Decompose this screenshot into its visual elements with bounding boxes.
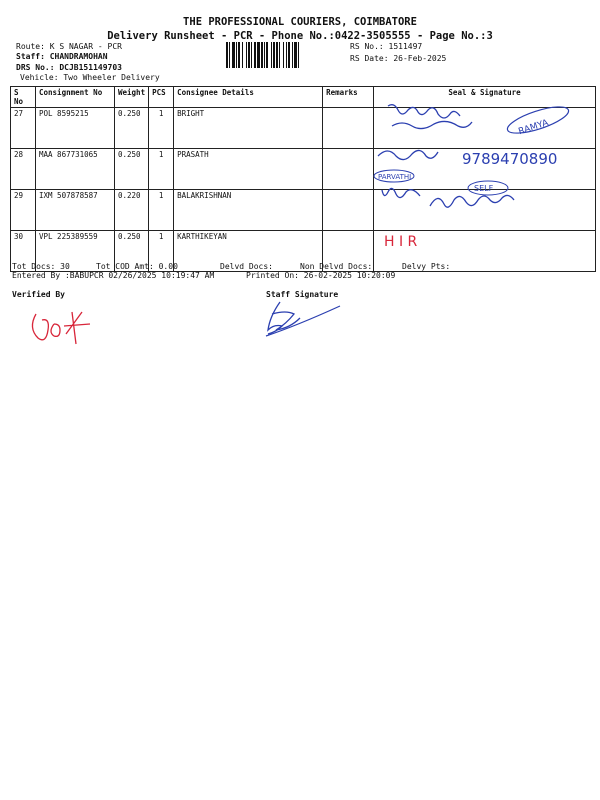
- col-pcs: PCS: [149, 87, 174, 108]
- cell-weight: 0.250: [115, 149, 149, 190]
- cell-pcs: 1: [149, 149, 174, 190]
- delivery-points: Delvy Pts:: [402, 262, 451, 271]
- cell-weight: 0.250: [115, 108, 149, 149]
- cell-sno: 27: [11, 108, 36, 149]
- delivered-docs: Delvd Docs:: [220, 262, 273, 271]
- verified-signature: [26, 304, 106, 349]
- rs-date: RS Date: 26-Feb-2025: [350, 54, 447, 63]
- cell-sno: 29: [11, 190, 36, 231]
- col-remarks: Remarks: [323, 87, 374, 108]
- company-title: THE PROFESSIONAL COURIERS, COIMBATORE: [183, 16, 417, 28]
- col-sno: S No: [11, 87, 36, 108]
- cell-weight: 0.250: [115, 231, 149, 272]
- cell-sno: 30: [11, 231, 36, 272]
- cell-remarks: [323, 108, 374, 149]
- cell-sno: 28: [11, 149, 36, 190]
- total-cod-amount: Tot COD Amt: 0.00: [96, 262, 178, 271]
- total-docs: Tot Docs: 30: [12, 262, 70, 271]
- cell-pcs: 1: [149, 231, 174, 272]
- barcode-bar: [299, 42, 301, 68]
- runsheet-subtitle: Delivery Runsheet - PCR - Phone No.:0422-3505555 - Page No.:3: [107, 30, 493, 42]
- staff-signature-label: Staff Signature: [266, 290, 339, 299]
- signature-scribble-27a: [388, 105, 460, 118]
- cell-consignee: BALAKRISHNAN: [174, 190, 323, 231]
- cell-consignment: VPL 225389559: [36, 231, 115, 272]
- cell-weight: 0.220: [115, 190, 149, 231]
- vehicle-label: Vehicle: Two Wheeler Delivery: [20, 73, 160, 82]
- col-consignment: Consignment No: [36, 87, 115, 108]
- staff-signature: [258, 298, 348, 343]
- cell-consignee: BRIGHT: [174, 108, 323, 149]
- barcode: [226, 42, 342, 68]
- handwritten-mark-30: H I R: [384, 234, 418, 250]
- handwritten-signatures: [370, 98, 595, 258]
- handwritten-self-29: SELF: [474, 184, 494, 193]
- drs-label: DRS No.: DCJB151149703: [16, 63, 122, 72]
- cell-pcs: 1: [149, 190, 174, 231]
- verified-by-label: Verified By: [12, 290, 65, 299]
- handwritten-name-27: RAMYA: [517, 118, 550, 138]
- cell-consignee: PRASATH: [174, 149, 323, 190]
- signature-oval-27: [505, 102, 571, 139]
- entered-by: Entered By :BABUPCR 02/26/2025 10:19:47 AM: [12, 271, 215, 280]
- cell-remarks: [323, 149, 374, 190]
- cell-consignment: IXM 507878587: [36, 190, 115, 231]
- non-delivered-docs: Non Delvd Docs:: [300, 262, 373, 271]
- handwritten-name-28: PARVATHI: [378, 173, 412, 181]
- col-weight: Weight: [115, 87, 149, 108]
- col-consignee: Consignee Details: [174, 87, 323, 108]
- cell-remarks: [323, 190, 374, 231]
- handwritten-phone-28: 9789470890: [462, 150, 558, 168]
- cell-consignment: POL 8595215: [36, 108, 115, 149]
- rs-number: RS No.: 1511497: [350, 42, 423, 51]
- signature-scribble-29b: [430, 195, 514, 207]
- staff-label: Staff: CHANDRAMOHAN: [16, 52, 108, 61]
- printed-on: Printed On: 26-02-2025 10:20:09: [246, 271, 396, 280]
- route-label: Route: K S NAGAR - PCR: [16, 42, 122, 51]
- col-signature: Seal & Signature: [374, 87, 596, 108]
- signature-scribble-28: [378, 150, 438, 159]
- cell-pcs: 1: [149, 108, 174, 149]
- cell-consignment: MAA 867731065: [36, 149, 115, 190]
- signature-scribble-29: [382, 188, 420, 197]
- signature-scribble-27b: [392, 121, 472, 128]
- cell-consignee: KARTHIKEYAN: [174, 231, 323, 272]
